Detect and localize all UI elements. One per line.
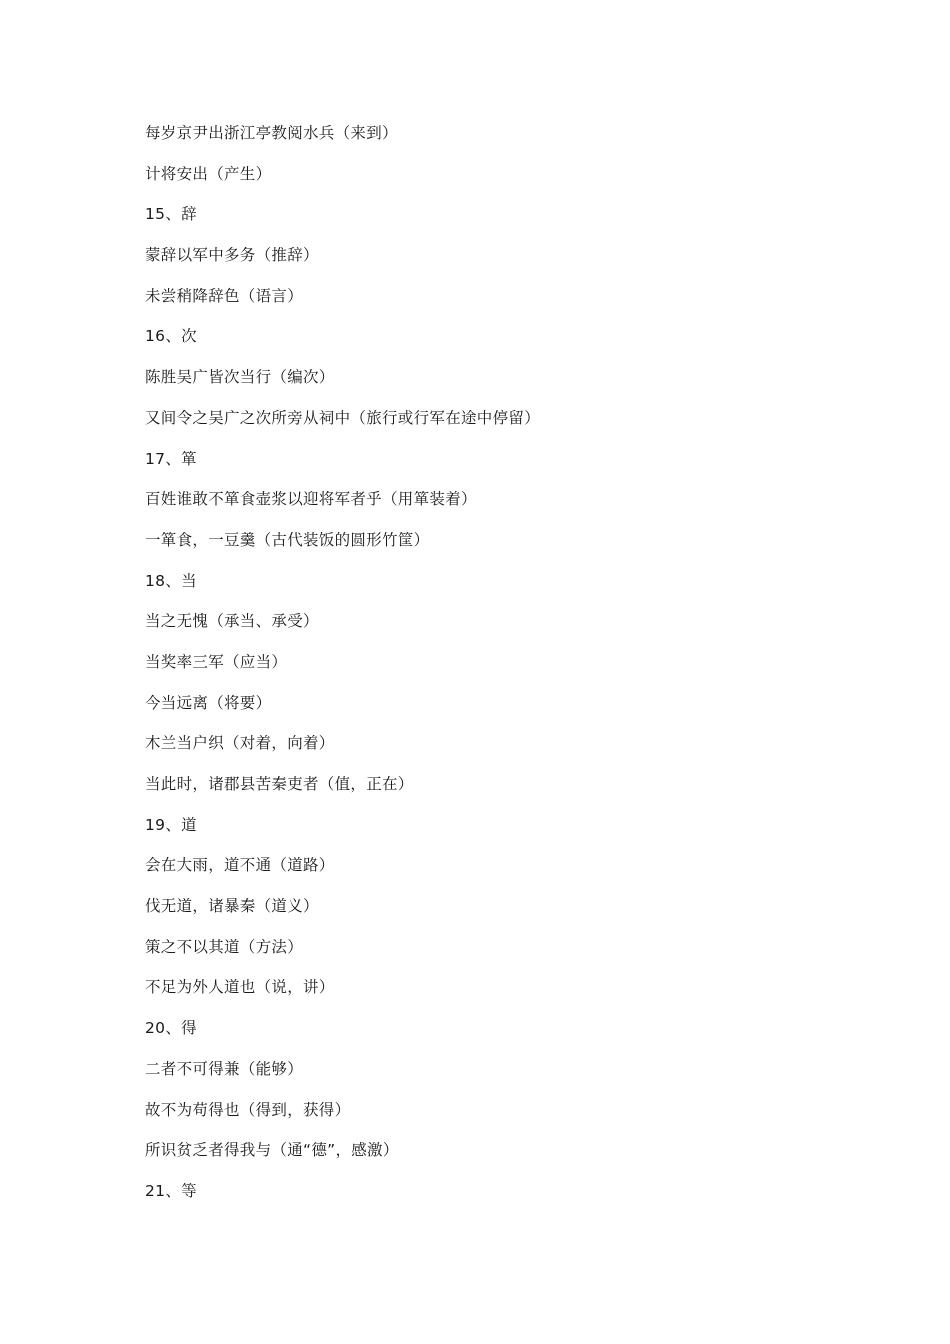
text-line: 伐无道，诸暴秦（道义） [145,897,319,916]
text-line: 当之无愧（承当、承受） [145,612,319,631]
entry-heading: 18、当 [145,571,197,590]
text-line: 二者不可得兼（能够） [145,1059,304,1078]
entry-heading: 21、等 [145,1181,197,1200]
text-line: 所识贫乏者得我与（通“德”，感激） [145,1141,399,1160]
text-line: 蒙辞以军中多务（推辞） [145,246,319,265]
text-line: 每岁京尹出浙江亭教阅水兵（来到） [145,124,398,142]
text-line: 策之不以其道（方法） [145,937,304,956]
text-line: 今当远离（将要） [145,693,272,712]
text-line: 一箪食，一豆羹（古代装饭的圆形竹筐） [145,530,430,549]
text-line: 计将安出（产生） [145,164,272,183]
entry-heading: 20、得 [145,1019,197,1038]
entry-heading: 16、次 [145,327,197,346]
text-line: 会在大雨，道不通（道路） [145,856,335,875]
text-line: 百姓谁敢不箪食壶浆以迎将军者乎（用箪装着） [145,490,477,509]
text-line: 当此时，诸郡县苦秦吏者（值，正在） [145,775,414,793]
document-body [145,122,905,1221]
entry-heading: 17、箪 [145,449,197,468]
text-line: 未尝稍降辞色（语言） [145,286,304,305]
entry-heading: 15、辞 [145,205,197,224]
text-line: 又间令之吴广之次所旁从祠中（旅行或行军在途中停留） [145,408,541,427]
text-line: 不足为外人道也（说，讲） [145,978,335,997]
text-line: 木兰当户织（对着，向着） [145,734,335,753]
text-line: 陈胜吴广皆次当行（编次） [145,368,335,387]
text-line: 当奖率三军（应当） [145,652,288,671]
entry-heading: 19、道 [145,815,197,834]
text-line: 故不为苟得也（得到，获得） [145,1100,351,1119]
